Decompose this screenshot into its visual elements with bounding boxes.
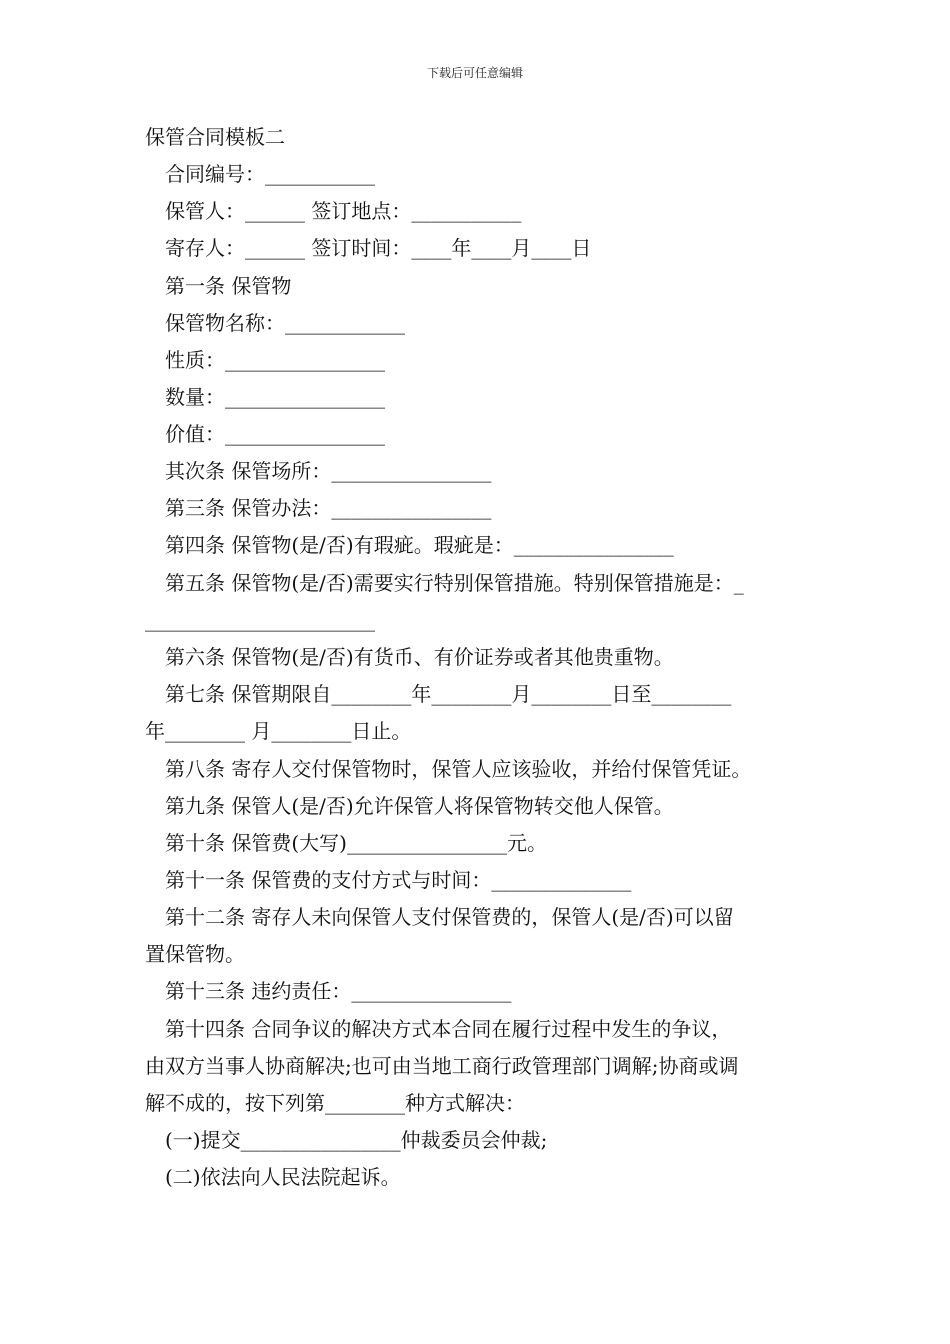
option-2-line: (二)依法向人民法院起诉。: [165, 1165, 401, 1189]
article-14-continuation-2: 解不成的，按下列第________种方式解决：: [145, 1091, 525, 1115]
article-10-line: 第十条 保管费(大写)________________元。: [165, 831, 547, 855]
contract-number-line: 合同编号：___________: [165, 162, 375, 186]
item-nature-line: 性质：________________: [165, 348, 385, 372]
article-8-line: 第八条 寄存人交付保管物时，保管人应该验收，并给付保管凭证。: [165, 757, 752, 781]
item-name-line: 保管物名称：____________: [165, 311, 405, 335]
document-title: 保管合同模板二: [145, 125, 285, 149]
option-1-line: (一)提交________________仲裁委员会仲裁;: [165, 1128, 548, 1152]
article-9-line: 第九条 保管人(是/否)允许保管人将保管物转交他人保管。: [165, 794, 674, 818]
article-11-line: 第十一条 保管费的支付方式与时间：______________: [165, 868, 632, 892]
article-14-line: 第十四条 合同争议的解决方式本合同在履行过程中发生的争议，: [165, 1017, 732, 1041]
page-header: 下载后可任意编辑: [426, 66, 523, 80]
article-6-line: 第六条 保管物(是/否)有货币、有价证券或者其他贵重物。: [165, 645, 674, 669]
article-1-heading: 第一条 保管物: [165, 274, 292, 298]
article-14-continuation-1: 由双方当事人协商解决;也可由当地工商行政管理部门调解;协商或调: [145, 1054, 739, 1078]
article-7-continuation: 年________ 月________日止。: [145, 719, 412, 743]
article-2-line: 其次条 保管场所：________________: [165, 459, 492, 483]
article-7-line: 第七条 保管期限自________年________月________日至________: [165, 682, 732, 706]
depositor-line: 寄存人：______ 签订时间：____年____月____日: [165, 236, 592, 260]
article-5-line: 第五条 保管物(是/否)需要实行特别保管措施。特别保管措施是：_: [165, 571, 744, 595]
article-12-line: 第十二条 寄存人未向保管人支付保管费的，保管人(是/否)可以留: [165, 905, 734, 929]
article-13-line: 第十三条 违约责任：________________: [165, 979, 512, 1003]
article-12-continuation: 置保管物。: [145, 942, 245, 966]
article-3-line: 第三条 保管办法：________________: [165, 496, 492, 520]
article-5-continuation: _______________________: [145, 608, 375, 632]
item-value-line: 价值：________________: [165, 422, 385, 446]
custodian-line: 保管人：______ 签订地点：___________: [165, 199, 522, 223]
article-4-line: 第四条 保管物(是/否)有瑕疵。瑕疵是：________________: [165, 533, 674, 557]
item-quantity-line: 数量：________________: [165, 385, 385, 409]
